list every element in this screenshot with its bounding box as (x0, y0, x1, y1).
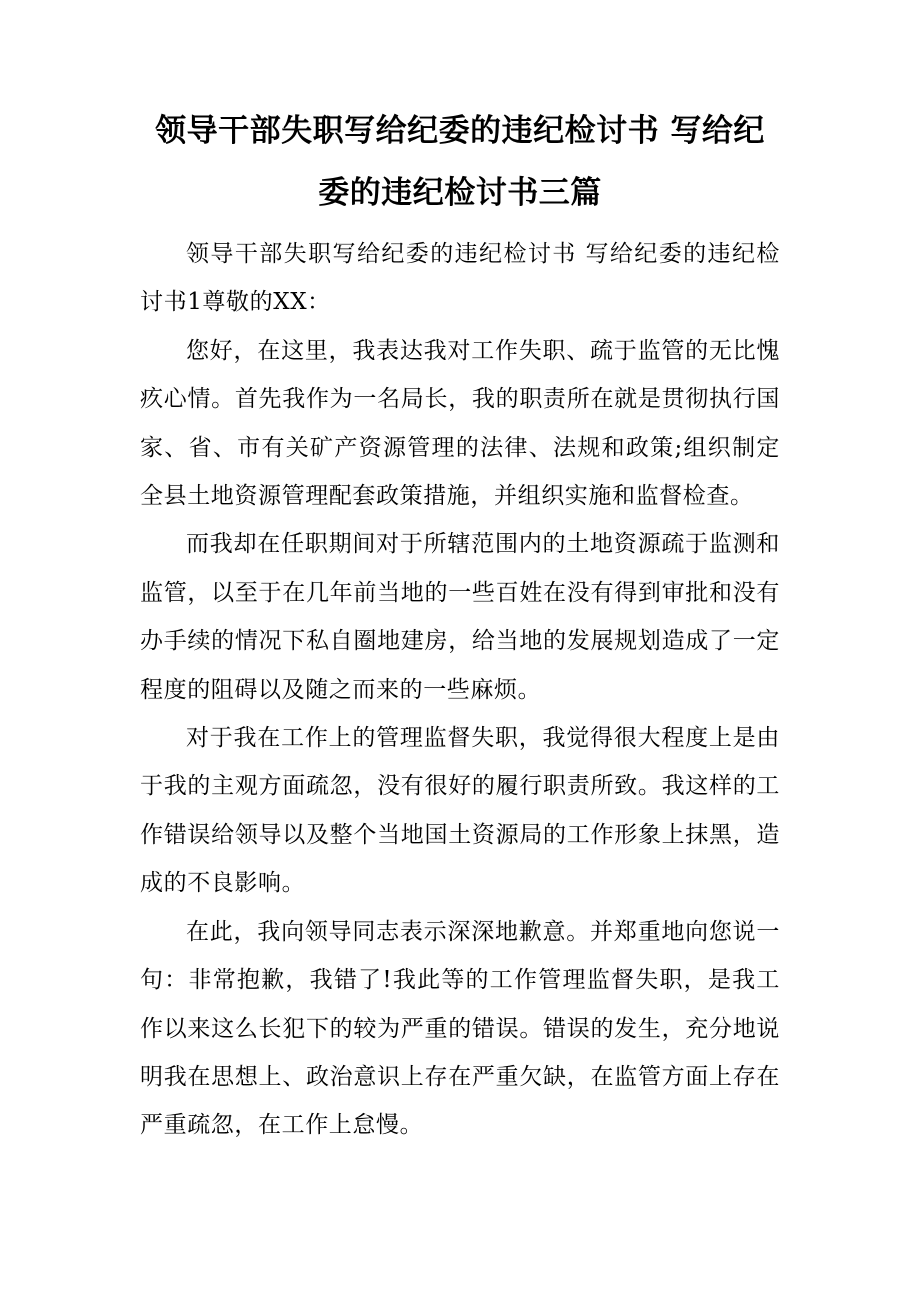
paragraph-apology: 在此，我向领导同志表示深深地歉意。并郑重地向您说一句：非常抱歉，我错了!我此等的工作管理监督失职，是我工作以来这么长犯下的较为严重的错误。错误的发生，充分地说明我在思想上、政治意识上存在严重欠缺，在监管方面上存在严重疏忽，在工作上怠慢。 (140, 918, 780, 1139)
document-body (140, 230, 780, 1150)
paragraph-duties: 您好，在这里，我表达我对工作失职、疏于监管的无比愧疚心情。首先我作为一名局长，我的职责所在就是贯彻执行国家、省、市有关矿产资源管理的法律、法规和政策;组织制定全县土地资源管理配套政策措施，并组织实施和监督检查。 (140, 337, 780, 510)
paragraph-reflection: 对于我在工作上的管理监督失职，我觉得很大程度上是由于我的主观方面疏忽，没有很好的履行职责所致。我这样的工作错误给领导以及整个当地国土资源局的工作形象上抹黑，造成的不良影响。 (140, 725, 780, 897)
document-title: 领导干部失职写给纪委的违纪检讨书 写给纪委的违纪检讨书三篇 (155, 113, 765, 211)
paragraph-greeting: 领导干部失职写给纪委的违纪检讨书 写给纪委的违纪检讨书1尊敬的XX： (140, 241, 780, 316)
paragraph-negligence: 而我却在任职期间对于所辖范围内的土地资源疏于监测和监管，以至于在几年前当地的一些百姓在没有得到审批和没有办手续的情况下私自圈地建房，给当地的发展规划造成了一定程度的阻碍以及随之而来的一些麻烦。 (140, 531, 780, 703)
